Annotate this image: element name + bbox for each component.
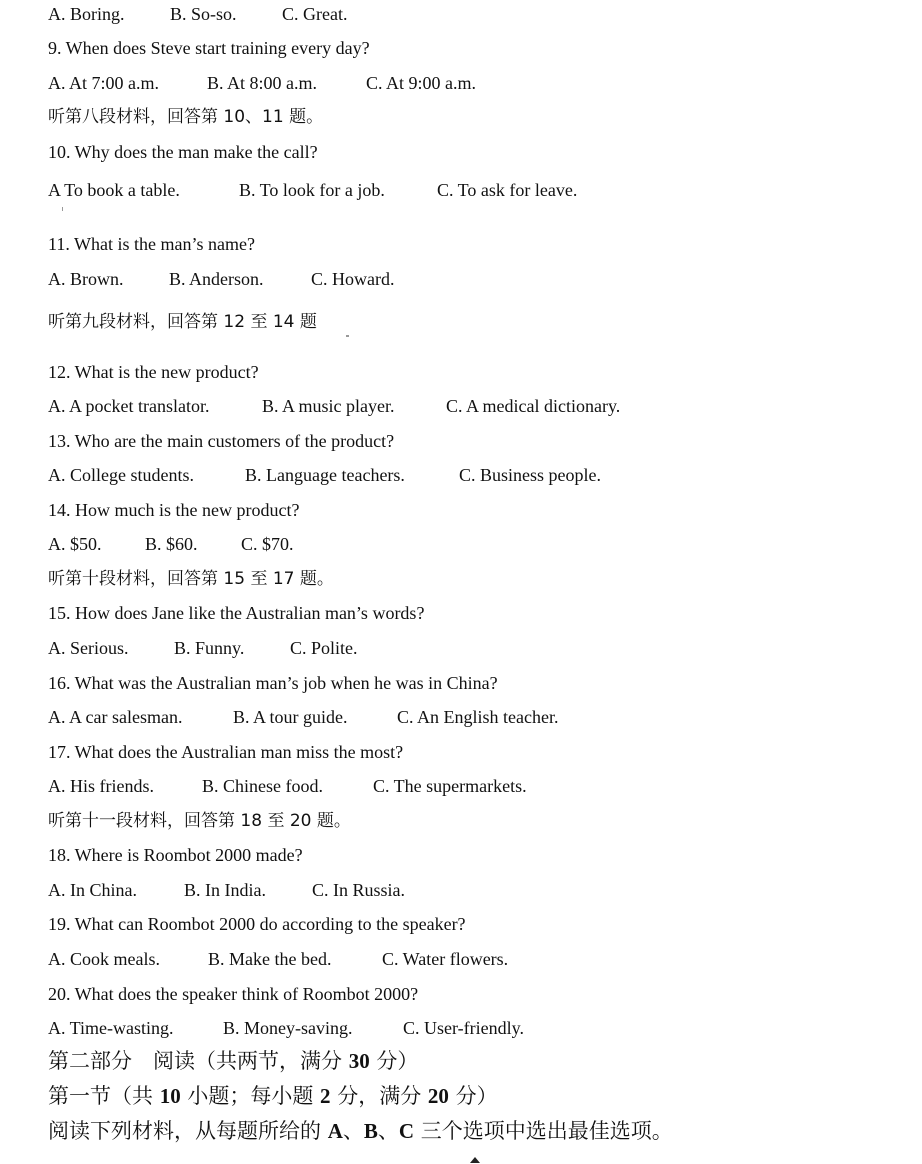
option: B. Make the bed.	[208, 949, 332, 969]
heading-text: 第二部分 阅读（共两节，满分	[48, 1049, 349, 1073]
stray-mark	[62, 207, 63, 211]
heading-text: 小题；每小题	[180, 1084, 321, 1108]
points-each: 2	[320, 1084, 331, 1108]
question-17: 17. What does the Australian man miss the most?	[48, 742, 404, 762]
option: B. Language teachers.	[245, 465, 405, 485]
q17-options	[48, 774, 527, 798]
option: C. Polite.	[290, 638, 358, 658]
option: B. In India.	[184, 880, 266, 900]
question-14: 14. How much is the new product?	[48, 500, 300, 520]
section-score: 20	[427, 1084, 449, 1108]
question-9: 9. When does Steve start training every day?	[48, 38, 370, 58]
q8-options	[48, 2, 347, 26]
option: B. A music player.	[262, 396, 395, 416]
option: A. College students.	[48, 465, 194, 485]
question-count: 10	[159, 1084, 181, 1108]
instruction-text: 阅读下列材料，从每题所给的	[48, 1119, 328, 1143]
option: B. Chinese food.	[202, 776, 323, 796]
option: C. $70.	[241, 534, 294, 554]
question-15: 15. How does Jane like the Australian man’s words?	[48, 603, 425, 623]
q13-options	[48, 463, 601, 487]
option: A. A car salesman.	[48, 707, 183, 727]
q12-options	[48, 394, 620, 418]
heading-text: 分）	[369, 1049, 419, 1073]
option: C. To ask for leave.	[437, 180, 578, 200]
option: C. Great.	[282, 4, 348, 24]
option: C. An English teacher.	[397, 707, 559, 727]
option: B. So-so.	[170, 4, 237, 24]
section-8-instruction: 听第八段材料，回答第 10、11 题。	[48, 107, 324, 127]
heading-text: 分，满分	[330, 1084, 428, 1108]
option: A. Cook meals.	[48, 949, 160, 969]
section-10-instruction: 听第十段材料，回答第 15 至 17 题。	[48, 569, 334, 589]
q10-options	[48, 178, 577, 202]
question-19: 19. What can Roombot 2000 do according to the speaker?	[48, 914, 466, 934]
option: A. A pocket translator.	[48, 396, 210, 416]
option: C. Water flowers.	[382, 949, 509, 969]
stray-mark	[346, 335, 349, 337]
heading-text: 第一节（共	[48, 1084, 160, 1108]
option: A To book a table.	[48, 180, 180, 200]
option: A. At 7:00 a.m.	[48, 73, 159, 93]
q9-options	[48, 71, 476, 95]
heading-text: 分）	[448, 1084, 498, 1108]
option: A. In China.	[48, 880, 137, 900]
section-11-instruction: 听第十一段材料，回答第 18 至 20 题。	[48, 811, 351, 831]
option: A. Time-wasting.	[48, 1018, 174, 1038]
question-13: 13. Who are the main customers of the product?	[48, 431, 395, 451]
option: A. $50.	[48, 534, 102, 554]
q18-options	[48, 878, 405, 902]
question-11: 11. What is the man’s name?	[48, 234, 255, 254]
option: A. Serious.	[48, 638, 129, 658]
option: B. Anderson.	[169, 269, 264, 289]
option-letter: A	[327, 1119, 343, 1143]
option: C. A medical dictionary.	[446, 396, 621, 416]
option: C. The supermarkets.	[373, 776, 527, 796]
option: C. Business people.	[459, 465, 601, 485]
q19-options	[48, 947, 508, 971]
option-letter: B	[363, 1119, 378, 1143]
question-20: 20. What does the speaker think of Roombot 2000?	[48, 984, 419, 1004]
question-10: 10. Why does the man make the call?	[48, 142, 318, 162]
question-16: 16. What was the Australian man’s job when he was in China?	[48, 673, 498, 693]
instruction-text: 三个选项中选出最佳选项。	[414, 1119, 673, 1143]
option: B. A tour guide.	[233, 707, 348, 727]
instruction-text: 、	[342, 1119, 364, 1143]
option: A. Boring.	[48, 4, 125, 24]
part2-section1-heading	[48, 1082, 498, 1110]
part2-heading	[48, 1047, 418, 1075]
instruction-text: 、	[377, 1119, 399, 1143]
q16-options	[48, 705, 558, 729]
option: C. In Russia.	[312, 880, 406, 900]
option: B. Funny.	[174, 638, 245, 658]
option: A. Brown.	[48, 269, 124, 289]
option: B. At 8:00 a.m.	[207, 73, 318, 93]
caret-icon	[470, 1157, 480, 1163]
option: B. To look for a job.	[239, 180, 385, 200]
option: C. At 9:00 a.m.	[366, 73, 477, 93]
score-total: 30	[348, 1049, 370, 1073]
q20-options	[48, 1016, 524, 1040]
question-18: 18. Where is Roombot 2000 made?	[48, 845, 303, 865]
option: B. $60.	[145, 534, 198, 554]
option: C. Howard.	[311, 269, 395, 289]
part2-instruction	[48, 1117, 673, 1145]
option: B. Money-saving.	[223, 1018, 353, 1038]
q11-options	[48, 267, 395, 291]
section-9-instruction: 听第九段材料，回答第 12 至 14 题	[48, 312, 317, 332]
q14-options	[48, 532, 294, 556]
option: C. User-friendly.	[403, 1018, 524, 1038]
q15-options	[48, 636, 358, 660]
option: A. His friends.	[48, 776, 154, 796]
question-12: 12. What is the new product?	[48, 362, 259, 382]
option-letter: C	[398, 1119, 415, 1143]
